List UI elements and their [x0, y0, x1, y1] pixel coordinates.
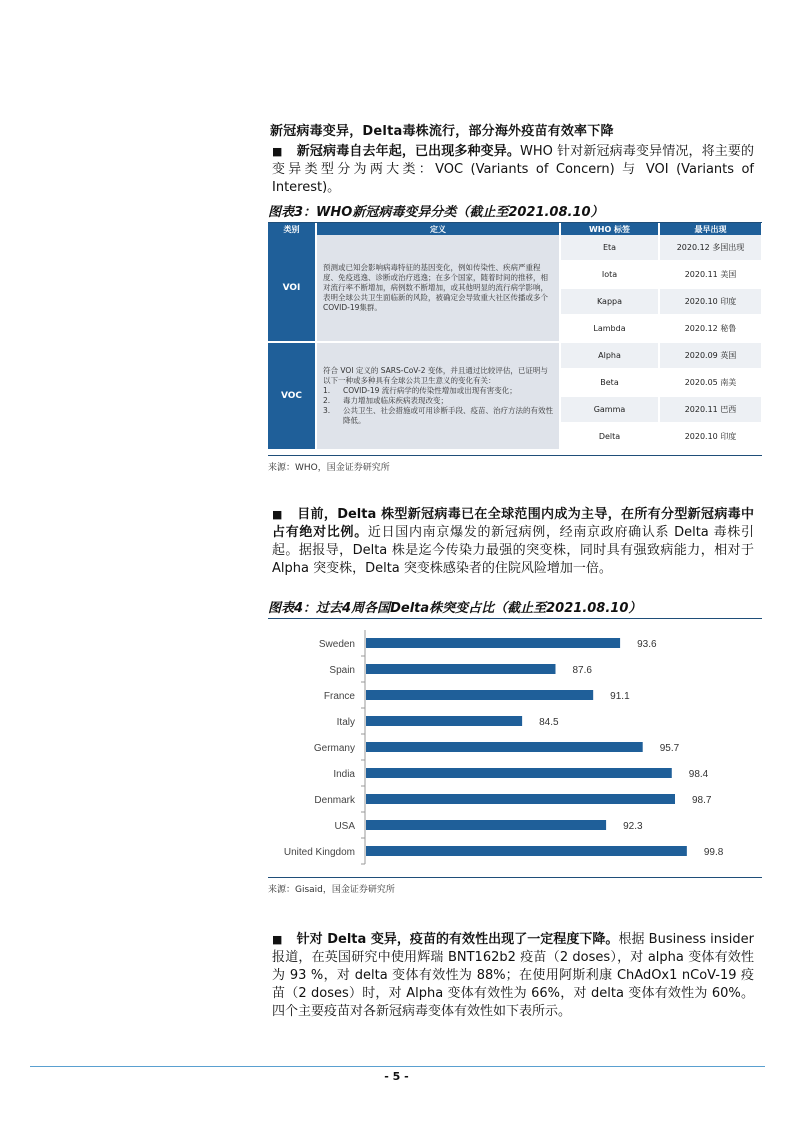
bar-sweden: [366, 638, 620, 648]
table-header-category: 类别: [268, 223, 316, 235]
data-label: 99.8: [703, 847, 724, 858]
data-label: 98.4: [688, 769, 709, 780]
category-tick-label: Denmark: [314, 795, 355, 806]
table-header-earliest: 最早出现: [659, 223, 762, 235]
table-row: [268, 235, 762, 261]
who-variant-table: [268, 223, 763, 451]
category-voi: VOI: [268, 235, 316, 342]
category-tick-label: United Kingdom: [283, 847, 355, 858]
variant-label: Kappa: [560, 288, 659, 315]
bullet-square-icon: ■: [272, 508, 283, 521]
voc-list-text: 毒力增加或临床疾病表现改变；: [343, 396, 448, 405]
bar-united-kingdom: [366, 846, 687, 856]
paragraph-vaccine-efficacy: [272, 931, 754, 1021]
variant-date: 2020.12 秘鲁: [659, 315, 762, 342]
section-title: 新冠病毒变异，Delta毒株流行，部分海外疫苗有效率下降: [270, 124, 614, 139]
bar-spain: [366, 664, 555, 674]
chart-bottom-rule: [268, 877, 762, 878]
variant-date: 2020.10 印度: [659, 288, 762, 315]
variant-label: Beta: [560, 369, 659, 396]
page-number: - 5 -: [384, 1070, 409, 1083]
variant-label: Iota: [560, 261, 659, 288]
category-tick-label: Spain: [329, 665, 355, 676]
bar-india: [366, 768, 672, 778]
variant-date: 2020.05 南美: [659, 369, 762, 396]
footer-rule: [30, 1066, 765, 1067]
paragraph-text: 根据 Business insider 报道，在英国研究中使用辉瑞 BNT162b2 疫苗（2 doses），对 alpha 变体有效性为 93 %，对 delta 变体有效性为 88%；在使用阿斯利康 ChAdOx1 nCoV-19 疫苗（2 doses）时，对 Alpha 变体有效性为 66%，对 delta 变体有效性为 60%。四个主要疫苗对各新冠病毒变体有效性如下表所示。: [272, 932, 755, 1019]
category-tick-label: Italy: [336, 717, 355, 728]
variant-date: 2020.12 多国出现: [659, 235, 762, 261]
paragraph-lead: 目前，Delta 株型新冠病毒已在全球范围内成为主导，在所有分型新冠病毒中占有绝对比例。: [272, 507, 754, 540]
bar-italy: [366, 716, 522, 726]
variant-label: Eta: [560, 235, 659, 261]
category-tick-label: Sweden: [318, 639, 355, 650]
category-tick-label: USA: [334, 821, 355, 832]
voc-list-num: 1.: [323, 386, 331, 395]
bullet-square-icon: ■: [272, 145, 283, 158]
data-label: 87.6: [572, 665, 592, 676]
bar-usa: [366, 820, 606, 830]
variant-date: 2020.10 印度: [659, 423, 762, 450]
category-tick-label: France: [323, 691, 355, 702]
category-tick-label: India: [333, 769, 355, 780]
data-label: 84.5: [539, 717, 559, 728]
voc-list-num: 2.: [323, 396, 331, 405]
table-header-definition: 定义: [316, 223, 560, 235]
figure-3-title: 图表3：WHO新冠病毒变异分类（截止至2021.08.10）: [268, 201, 762, 223]
definition-voc-intro: 符合 VOI 定义的 SARS-CoV-2 变体，并且通过比较评估，已证明与以下一种或多种具有全球公共卫生意义的变化有关：: [323, 366, 548, 385]
definition-voi: 预测或已知会影响病毒特征的基因变化，例如传染性、疾病严重程度、免疫逃逸、诊断或治疗逃逸；在多个国家，随着时间的推移，相对流行率不断增加，病例数不断增加，或其他明显的流行病学影响，表明全球公共卫生面临新的风险，被确定会导致重大社区传播或多个COVID-19集群。: [316, 235, 560, 342]
bar-france: [366, 690, 593, 700]
table-row: [268, 342, 762, 369]
category-tick-label: Germany: [313, 743, 355, 754]
data-label: 95.7: [659, 743, 680, 754]
definition-voc: [316, 342, 560, 450]
voc-list-num: 3.: [323, 406, 331, 415]
bullet-square-icon: ■: [272, 933, 283, 946]
variant-label: Gamma: [560, 396, 659, 423]
variant-date: 2020.11 巴西: [659, 396, 762, 423]
paragraph-delta-dominant: [272, 506, 754, 578]
paragraph-variants: [272, 143, 754, 197]
data-label: 91.1: [610, 691, 630, 702]
voc-list-item: [323, 386, 553, 396]
data-label: 98.7: [692, 795, 712, 806]
variant-label: Lambda: [560, 315, 659, 342]
data-label: 93.6: [637, 639, 657, 650]
paragraph-text: 近日国内南京爆发的新冠病例，经南京政府确认系 Delta 毒株引起。据报导，Delta 株是迄今传染力最强的突变株，同时具有强致病能力，相对于 Alpha 突变株，Delta 突变株感染者的住院风险增加一倍。: [272, 525, 754, 576]
category-voc: VOC: [268, 342, 316, 450]
delta-share-bar-chart: [268, 620, 762, 876]
voc-list-item: [323, 396, 553, 406]
paragraph-text: WHO 针对新冠病毒变异情况，将主要的变异类型分为两大类：VOC (Variants of Concern) 与 VOI (Variants of Interest)。: [272, 144, 754, 195]
bar-germany: [366, 742, 643, 752]
voc-list-text: COVID-19 流行病学的传染性增加或出现有害变化；: [343, 386, 517, 395]
table-header-who-label: WHO 标签: [560, 223, 659, 235]
voc-list-item: [323, 406, 553, 426]
figure-4-source: 来源：Gisaid，国金证券研究所: [268, 885, 395, 895]
figure-4-title: 图表4：过去4周各国Delta株突变占比（截止至2021.08.10）: [268, 597, 762, 619]
variant-label: Delta: [560, 423, 659, 450]
variant-date: 2020.11 美国: [659, 261, 762, 288]
paragraph-lead: 针对 Delta 变异，疫苗的有效性出现了一定程度下降。: [296, 932, 619, 947]
variant-label: Alpha: [560, 342, 659, 369]
voc-list-text: 公共卫生、社会措施或可用诊断手段、疫苗、治疗方法的有效性降低。: [343, 406, 553, 425]
variant-date: 2020.09 英国: [659, 342, 762, 369]
data-label: 92.3: [623, 821, 643, 832]
table-bottom-rule: [268, 455, 762, 456]
bar-denmark: [366, 794, 675, 804]
paragraph-lead: 新冠病毒自去年起，已出现多种变异。: [296, 144, 521, 159]
figure-3-source: 来源：WHO，国金证券研究所: [268, 463, 390, 473]
